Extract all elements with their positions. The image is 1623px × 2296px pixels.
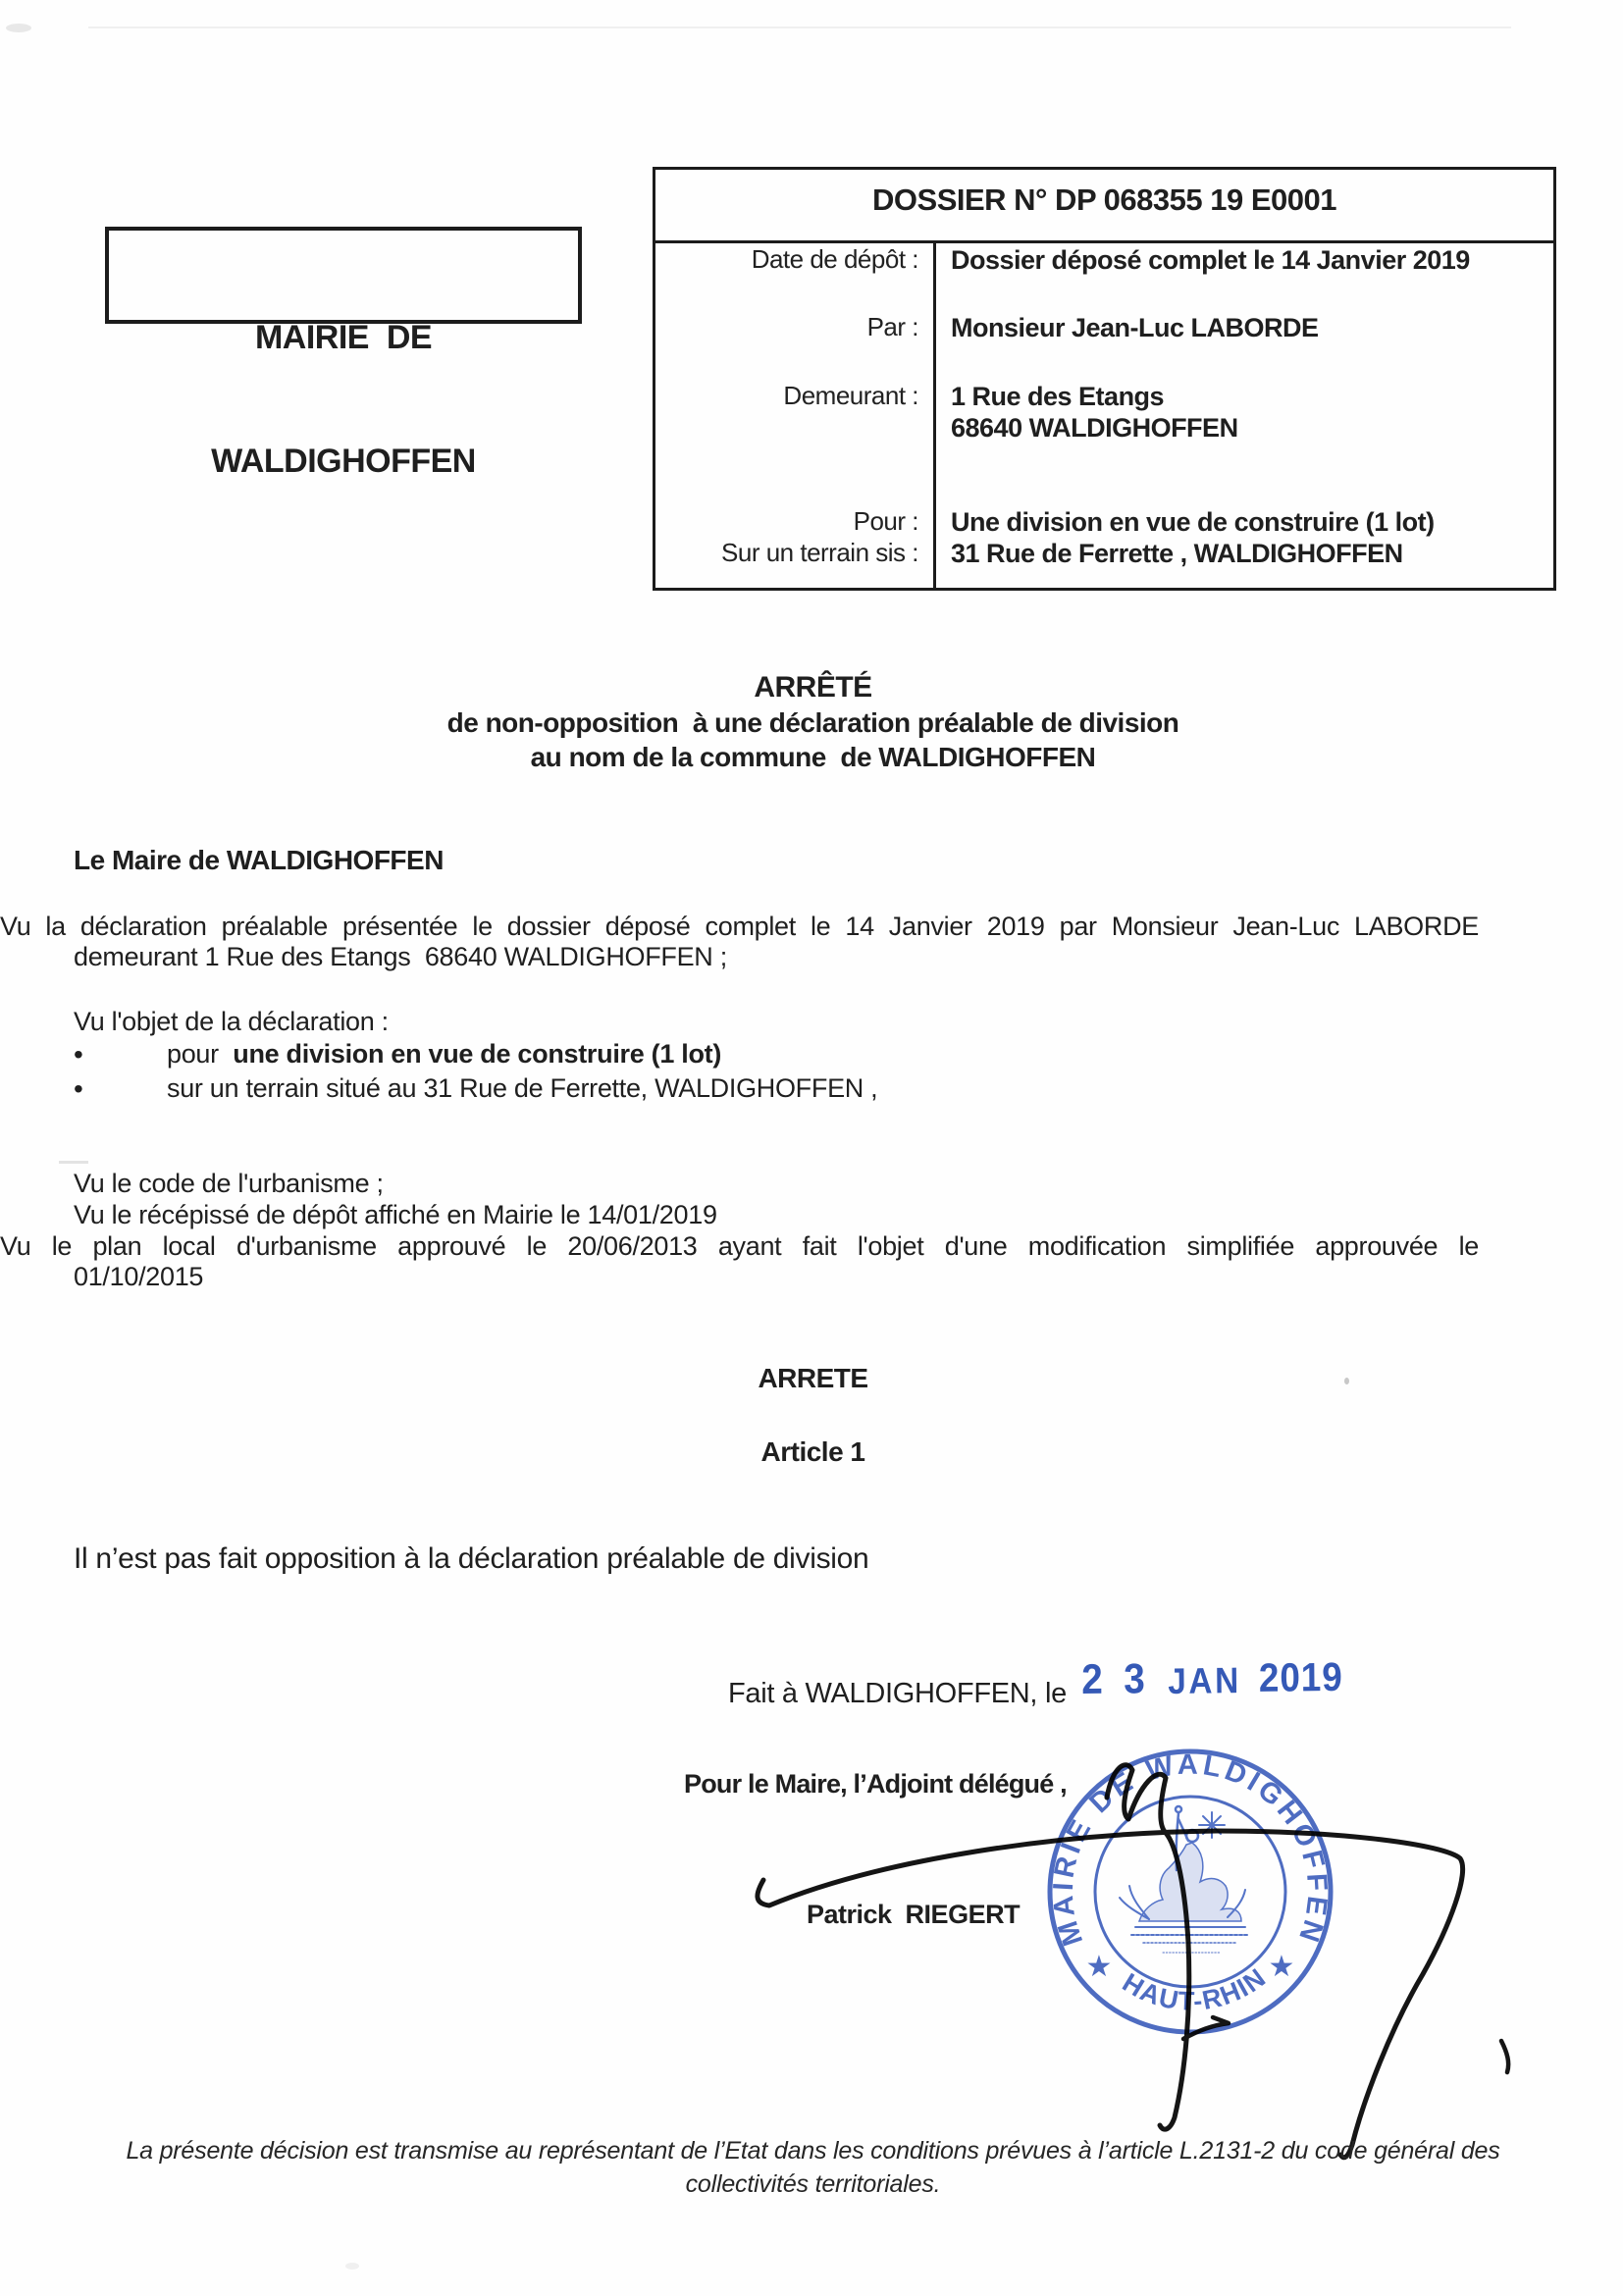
date-stamp-year: 2019	[1258, 1653, 1343, 1700]
signature-stroke-vertical	[1107, 1765, 1189, 2129]
vu-declaration-line2: demeurant 1 Rue des Etangs 68640 WALDIGHOFFEN ;	[74, 942, 727, 971]
dossier-number-title: DOSSIER N° DP 068355 19 E0001	[872, 183, 1336, 217]
vu-objet: Vu l'objet de la déclaration :	[74, 1007, 389, 1036]
article-heading: Article 1	[760, 1436, 865, 1467]
handwritten-signature	[628, 1727, 1531, 2178]
stamp-ring-text-bottom: HAUT-RHIN	[1117, 1961, 1273, 2016]
vu-recepisse: Vu le récépissé de dépôt affiché en Mairie le 14/01/2019	[74, 1200, 717, 1229]
bullet-text-bold: une division en vue de construire (1 lot)	[233, 1039, 722, 1069]
vu-plan-line1: Vu le plan local d'urbanisme approuvé le 20/06/2013 ayant fait l'objet d'une modification simplifiée approuvée le	[0, 1231, 1479, 1261]
dossier-header-separator	[655, 240, 1553, 243]
dossier-value-terrain: 31 Rue de Ferrette , WALDIGHOFFEN	[951, 539, 1403, 568]
title-line3: au nom de la commune de WALDIGHOFFEN	[530, 742, 1096, 772]
signatory-name: Patrick RIEGERT	[807, 1900, 1021, 1929]
vu-plan-line2: 01/10/2015	[74, 1262, 204, 1291]
scan-artifact-top-line	[88, 26, 1511, 28]
dossier-value-demeurant-line2: 68640 WALDIGHOFFEN	[951, 413, 1238, 443]
bullet-item-terrain	[74, 1073, 877, 1105]
fait-a-line: Fait à WALDIGHOFFEN, le	[728, 1678, 1067, 1709]
bullet-text-prefix: pour	[167, 1039, 234, 1069]
dossier-label-par: Par :	[866, 312, 918, 341]
stamp-ring-text-top: MAIRIE DE WALDIGHOFFEN	[1047, 1748, 1334, 1950]
footer-line1: La présente décision est transmise au représentant de l’Etat dans les conditions prévues à l’article L.2131-2 du code général des	[126, 2137, 1500, 2165]
bullet-text-prefix: sur un terrain situé au 31 Rue de Ferrette, WALDIGHOFFEN ,	[167, 1073, 878, 1103]
vu-declaration-line1: Vu la déclaration préalable présentée le dossier déposé complet le 14 Janvier 2019 par Monsieur Jean-Luc LABORDE	[0, 912, 1479, 941]
dossier-label-date-depot: Date de dépôt :	[751, 244, 918, 274]
bullet-icon: •	[74, 1039, 83, 1070]
mairie-box-line2: WALDIGHOFFEN	[211, 443, 476, 480]
bullet-text	[167, 1039, 721, 1070]
dossier-label-pour: Pour :	[853, 506, 918, 536]
dossier-value-par: Monsieur Jean-Luc LABORDE	[951, 313, 1319, 342]
date-stamp	[1080, 1653, 1343, 1703]
scan-artifact-corner	[6, 24, 31, 32]
dossier-column-divider	[933, 240, 936, 588]
dossier-label-demeurant: Demeurant :	[783, 381, 918, 410]
signature-stroke-loop	[758, 1831, 1463, 2158]
footer-line2: collectivités territoriales.	[685, 2170, 941, 2198]
signature-stroke-apostrophe	[1501, 2041, 1508, 2072]
date-stamp-day: 2 3	[1080, 1655, 1151, 1703]
scan-artifact-dash	[59, 1161, 88, 1164]
title-line2: de non-opposition à une déclaration préalable de division	[446, 707, 1179, 738]
vu-code: Vu le code de l'urbanisme ;	[74, 1169, 384, 1198]
dossier-label-terrain: Sur un terrain sis :	[721, 538, 918, 567]
arrete-heading: ARRETE	[758, 1363, 868, 1393]
article-body: Il n’est pas fait opposition à la déclaration préalable de division	[74, 1542, 869, 1575]
dossier-value-pour: Une division en vue de construire (1 lot)	[951, 507, 1435, 537]
dossier-value-demeurant-line1: 1 Rue des Etangs	[951, 382, 1165, 411]
maire-heading: Le Maire de WALDIGHOFFEN	[74, 845, 444, 875]
stamp-star-left-icon: ★	[1085, 1951, 1113, 1983]
stamp-star-right-icon: ★	[1268, 1951, 1295, 1983]
title-line1: ARRÊTÉ	[754, 671, 872, 704]
mairie-box-line1: MAIRIE DE	[254, 319, 433, 356]
scan-artifact-dot-2	[345, 2263, 359, 2270]
bullet-item-pour	[74, 1039, 721, 1070]
mairie-box	[105, 227, 582, 480]
bullet-text	[167, 1073, 877, 1105]
dossier-box	[653, 167, 1556, 591]
date-stamp-month: JAN	[1168, 1660, 1242, 1701]
dossier-value-date-depot: Dossier déposé complet le 14 Janvier 2019	[951, 245, 1470, 275]
bullet-icon: •	[74, 1073, 83, 1104]
pour-le-maire-line: Pour le Maire, l’Adjoint délégué ,	[684, 1769, 1067, 1799]
